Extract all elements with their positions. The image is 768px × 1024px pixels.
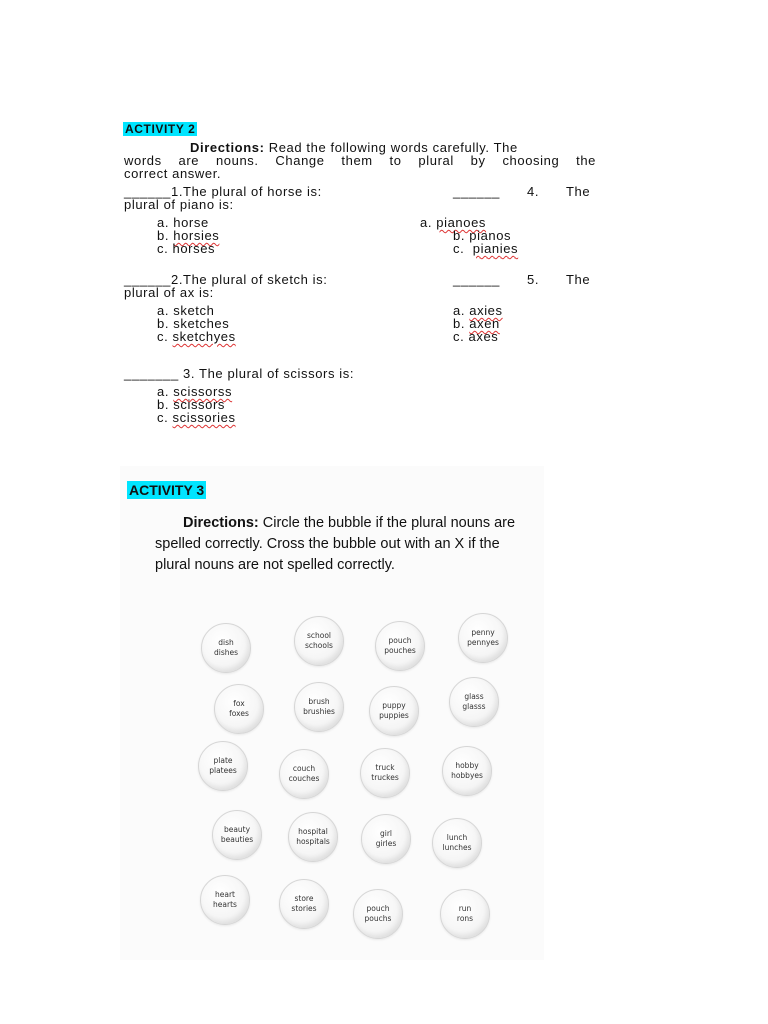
question-3: _______ 3. The plural of scissors is:: [124, 366, 355, 381]
question-4-number: 4.: [527, 184, 540, 199]
question-4-blank[interactable]: ______: [453, 184, 500, 199]
word-bubble[interactable]: [279, 879, 329, 929]
activity-3-directions-label: Directions:: [183, 515, 259, 531]
bubble-singular: beauty: [223, 825, 251, 834]
bubble-plural: hearts: [213, 900, 237, 909]
activity-2-directions-line1: Directions: Read the following words carefully. The: [190, 140, 518, 155]
bubble-plural: couches: [288, 774, 320, 783]
bubble-plural: pennyes: [467, 638, 499, 647]
bubble-singular: hobby: [455, 761, 479, 770]
activity-3-directions-line2: spelled correctly. Cross the bubble out with an X if the: [155, 536, 500, 552]
word-bubble[interactable]: [214, 684, 264, 734]
bubble-plural: stories: [291, 904, 317, 913]
bubble-singular: puppy: [382, 701, 406, 710]
question-5-text: plural of ax is:: [124, 285, 214, 300]
question-2: ______2.The plural of sketch is:: [124, 272, 328, 287]
word-bubble[interactable]: [198, 741, 248, 791]
bubble-plural: pouchs: [364, 914, 392, 923]
word-bubble[interactable]: [375, 621, 425, 671]
activity-3-title: ACTIVITY 3: [129, 482, 205, 498]
word-bubble[interactable]: [201, 623, 251, 673]
answer-blank[interactable]: _______: [124, 366, 179, 381]
q1-option-b: b. horsies: [157, 228, 220, 243]
word-bubble[interactable]: [353, 889, 403, 939]
question-5-the: The: [566, 272, 591, 287]
q4-option-a: a. pianoes: [420, 215, 487, 230]
word-bubble[interactable]: [369, 686, 419, 736]
bubble-plural: truckes: [371, 773, 399, 782]
bubble-singular: glass: [464, 692, 484, 701]
word-bubble[interactable]: [440, 889, 490, 939]
bubble-singular: school: [306, 631, 332, 640]
bubble-plural: dishes: [213, 648, 239, 657]
answer-blank[interactable]: ______: [124, 272, 171, 287]
word-bubble[interactable]: [294, 616, 344, 666]
bubble-plural: brushies: [303, 707, 335, 716]
bubble-singular: truck: [375, 763, 395, 772]
activity-2-title: ACTIVITY 2: [125, 122, 196, 136]
bubble-singular: girl: [379, 829, 392, 838]
question-1: ______1.The plural of horse is:: [124, 184, 322, 199]
activity-2-directions-label: Directions:: [190, 140, 265, 155]
bubble-plural: hospitals: [296, 837, 330, 846]
bubble-plural: glasss: [462, 702, 486, 711]
q1-option-a: a. horse: [157, 215, 209, 230]
bubble-singular: couch: [292, 764, 316, 773]
bubble-plural: platees: [209, 766, 237, 775]
question-5-blank[interactable]: ______: [453, 272, 500, 287]
bubble-singular: penny: [471, 628, 495, 637]
word-bubble[interactable]: [360, 748, 410, 798]
bubble-singular: run: [458, 904, 472, 913]
word-bubble[interactable]: [212, 810, 262, 860]
bubble-plural: pouches: [384, 646, 416, 655]
bubble-singular: pouch: [388, 636, 412, 645]
q2-option-b: b. sketches: [157, 316, 230, 331]
question-5-number: 5.: [527, 272, 540, 287]
bubble-singular: brush: [308, 697, 330, 706]
q4-option-c: c. pianies: [453, 241, 519, 256]
q2-option-c: c. sketchyes: [157, 329, 236, 344]
q3-option-a: a. scissorss: [157, 384, 233, 399]
word-bubble[interactable]: [458, 613, 508, 663]
bubble-plural: foxes: [229, 709, 249, 718]
bubble-plural: beauties: [220, 835, 254, 844]
bubble-plural: puppies: [379, 711, 409, 720]
bubble-plural: hobbyes: [451, 771, 483, 780]
activity-2-directions-line2: words are nouns. Change them to plural by choosing the: [124, 153, 596, 168]
bubble-plural: rons: [456, 914, 474, 923]
bubble-singular: hospital: [298, 827, 328, 836]
bubble-plural: schools: [305, 641, 333, 650]
activity-3-directions-line1: Directions: Circle the bubble if the plural nouns are: [183, 515, 516, 531]
q5-option-c: c. axes: [453, 329, 499, 344]
bubble-plural: lunches: [442, 843, 472, 852]
bubble-singular: dish: [218, 638, 234, 647]
bubble-singular: heart: [215, 890, 235, 899]
q4-option-b: b. pianos: [453, 228, 512, 243]
word-bubble[interactable]: [442, 746, 492, 796]
q2-option-a: a. sketch: [157, 303, 215, 318]
q5-option-b: b. axen: [453, 316, 500, 331]
q3-option-b: b. scissors: [157, 397, 226, 412]
bubble-singular: lunch: [446, 833, 468, 842]
question-4-text: plural of piano is:: [124, 197, 234, 212]
answer-blank[interactable]: ______: [124, 184, 171, 199]
question-4-the: The: [566, 184, 591, 199]
q5-option-a: a. axies: [453, 303, 503, 318]
activity-2-directions-line3: correct answer.: [124, 166, 222, 181]
word-bubble[interactable]: [288, 812, 338, 862]
q1-option-c: c. horses: [157, 241, 216, 256]
bubble-singular: plate: [213, 756, 233, 765]
word-bubble[interactable]: [294, 682, 344, 732]
word-bubble[interactable]: [432, 818, 482, 868]
activity-3-directions-line3: plural nouns are not spelled correctly.: [155, 557, 395, 573]
word-bubble[interactable]: [449, 677, 499, 727]
q3-option-c: c. scissories: [157, 410, 236, 425]
bubble-singular: pouch: [366, 904, 390, 913]
bubble-singular: store: [294, 894, 314, 903]
word-bubble[interactable]: [361, 814, 411, 864]
word-bubble[interactable]: [200, 875, 250, 925]
bubble-plural: girles: [375, 839, 397, 848]
word-bubble[interactable]: [279, 749, 329, 799]
bubble-singular: fox: [233, 699, 245, 708]
